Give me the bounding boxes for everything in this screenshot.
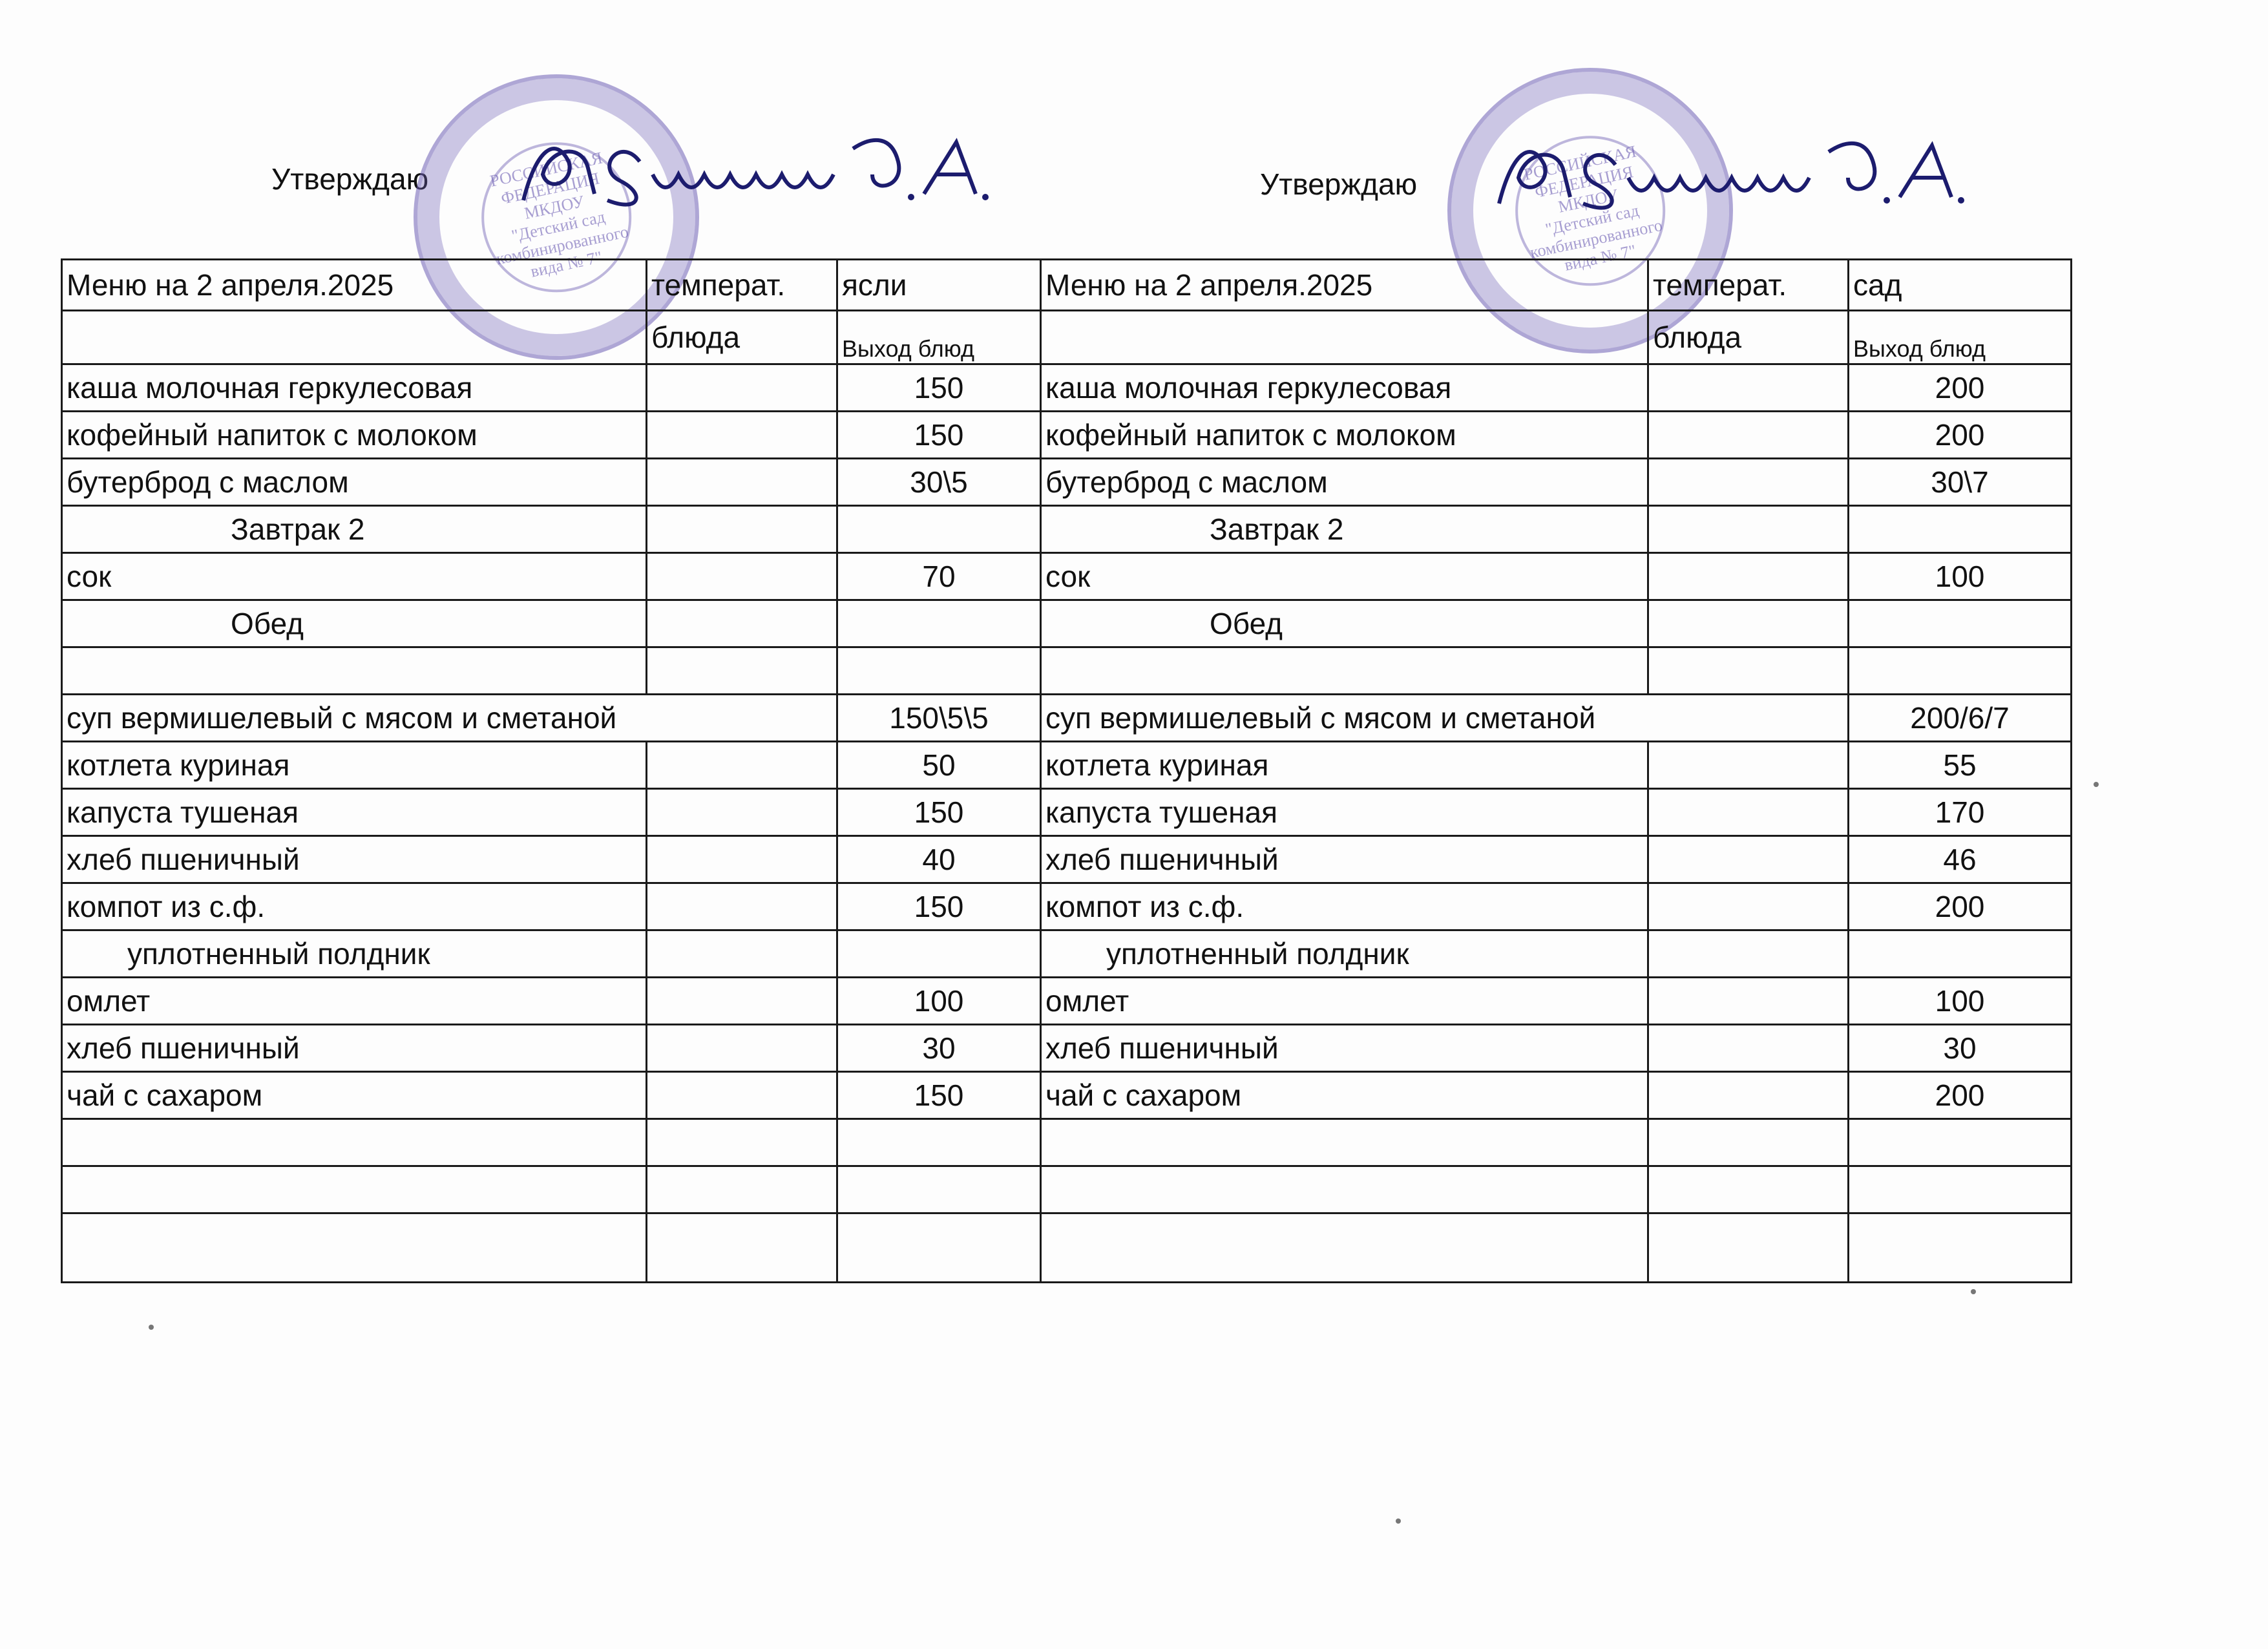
left-dish-name: омлет — [62, 978, 647, 1025]
right-dish-output: 55 — [1849, 742, 2072, 789]
right-temp-header: температ. — [1648, 260, 1849, 311]
right-dish-name — [1041, 647, 1648, 695]
right-title: Меню на 2 апреля.2025 — [1041, 260, 1648, 311]
menu-row — [62, 506, 2072, 553]
right-dish-temp — [1648, 600, 1849, 647]
menu-row — [62, 600, 2072, 647]
stamp-text-left: РОССИЙСКАЯ ФЕДЕРАЦИЯ МКДОУ "Детский сад комбинированного вида № 7" — [488, 148, 631, 281]
approval-label-left: Утверждаю — [271, 162, 429, 196]
left-dish-output: 100 — [837, 978, 1041, 1025]
left-dish-temp — [647, 459, 837, 506]
left-dish-temp — [647, 1166, 837, 1213]
left-dish-name: сок — [62, 553, 647, 600]
right-dish-output — [1849, 600, 2072, 647]
left-dish-output: 150 — [837, 789, 1041, 836]
left-dish-temp — [647, 1025, 837, 1072]
right-dish-name: каша молочная геркулесовая — [1041, 364, 1648, 412]
left-dish-name: уплотненный полдник — [62, 930, 647, 978]
menu-row — [62, 364, 2072, 412]
menu-row — [62, 789, 2072, 836]
right-dish-output — [1849, 647, 2072, 695]
right-dish-temp — [1648, 1213, 1849, 1283]
scan-speck — [1396, 1518, 1401, 1524]
menu-row — [62, 1166, 2072, 1213]
right-dish-output: 170 — [1849, 789, 2072, 836]
left-output-header: Выход блюд — [837, 311, 1041, 364]
right-dish-temp — [1648, 883, 1849, 930]
right-dish-name: бутерброд с маслом — [1041, 459, 1648, 506]
left-title: Меню на 2 апреля.2025 — [62, 260, 647, 311]
right-dish-temp — [1648, 412, 1849, 459]
menu-row — [62, 836, 2072, 883]
left-dish-output — [837, 1213, 1041, 1283]
right-dish-output: 100 — [1849, 978, 2072, 1025]
right-dish-temp — [1648, 742, 1849, 789]
left-dish-temp — [647, 1213, 837, 1283]
right-dish-name: капуста тушеная — [1041, 789, 1648, 836]
right-dish-name: хлеб пшеничный — [1041, 1025, 1648, 1072]
left-dish-temp — [647, 364, 837, 412]
right-dish-temp — [1648, 1072, 1849, 1119]
left-dish-name: капуста тушеная — [62, 789, 647, 836]
left-dish-output: 70 — [837, 553, 1041, 600]
right-dish-output: 46 — [1849, 836, 2072, 883]
right-dish-output — [1849, 506, 2072, 553]
right-dish-name — [1041, 1119, 1648, 1166]
header-row-2 — [62, 311, 2072, 364]
menu-row — [62, 647, 2072, 695]
left-dish-name: чай с сахаром — [62, 1072, 647, 1119]
right-dish-output: 30\7 — [1849, 459, 2072, 506]
left-dish-output — [837, 647, 1041, 695]
left-dish-output: 30\5 — [837, 459, 1041, 506]
left-dish-output: 40 — [837, 836, 1041, 883]
left-dish-output — [837, 506, 1041, 553]
left-dish-name: каша молочная геркулесовая — [62, 364, 647, 412]
right-dish-output: 200 — [1849, 412, 2072, 459]
right-dish-temp — [1648, 647, 1849, 695]
right-dish-output: 200 — [1849, 364, 2072, 412]
left-dish-output: 150 — [837, 883, 1041, 930]
menu-row — [62, 1119, 2072, 1166]
left-dish-name: хлеб пшеничный — [62, 836, 647, 883]
left-dish-output — [837, 600, 1041, 647]
right-dish-temp — [1648, 553, 1849, 600]
right-dish-name: уплотненный полдник — [1041, 930, 1648, 978]
right-dish-name: котлета куриная — [1041, 742, 1648, 789]
header-row-1 — [62, 260, 2072, 311]
left-dish-output — [837, 930, 1041, 978]
left-dish-name: бутерброд с маслом — [62, 459, 647, 506]
right-title-blank — [1041, 311, 1648, 364]
right-dish-name — [1041, 1166, 1648, 1213]
left-dish-temp — [647, 742, 837, 789]
left-dish-output: 150 — [837, 412, 1041, 459]
right-dish-temp — [1648, 506, 1849, 553]
menu-row — [62, 978, 2072, 1025]
left-dish-temp — [647, 647, 837, 695]
right-dish-temp — [1648, 978, 1849, 1025]
left-dish-name: хлеб пшеничный — [62, 1025, 647, 1072]
right-dish-output: 200 — [1849, 883, 2072, 930]
left-dish-temp — [647, 883, 837, 930]
right-dish-name: омлет — [1041, 978, 1648, 1025]
right-dish-output: 100 — [1849, 553, 2072, 600]
right-dish-temp — [1648, 1119, 1849, 1166]
left-dish-temp — [647, 506, 837, 553]
right-dish-temp — [1648, 789, 1849, 836]
left-temp-header-2: блюда — [647, 311, 837, 364]
left-dish-name: котлета куриная — [62, 742, 647, 789]
left-dish-name: Обед — [62, 600, 647, 647]
menu-row — [62, 459, 2072, 506]
left-dish-name — [62, 1213, 647, 1283]
left-dish-temp — [647, 553, 837, 600]
right-dish-output: 200/6/7 — [1849, 695, 2072, 742]
left-dish-name: Завтрак 2 — [62, 506, 647, 553]
menu-row — [62, 883, 2072, 930]
menu-row — [62, 742, 2072, 789]
right-dish-output — [1849, 1119, 2072, 1166]
left-dish-output: 150\5\5 — [837, 695, 1041, 742]
approval-label-right: Утверждаю — [1260, 167, 1418, 201]
left-temp-header: температ. — [647, 260, 837, 311]
right-dish-name: Обед — [1041, 600, 1648, 647]
menu-row — [62, 412, 2072, 459]
left-dish-temp — [647, 978, 837, 1025]
scan-speck — [1971, 1289, 1976, 1294]
left-title-blank — [62, 311, 647, 364]
right-output-header: Выход блюд — [1849, 311, 2072, 364]
left-dish-temp — [647, 412, 837, 459]
menu-row — [62, 1213, 2072, 1283]
left-dish-temp — [647, 1072, 837, 1119]
right-dish-output — [1849, 1166, 2072, 1213]
right-dish-temp — [1648, 1025, 1849, 1072]
right-dish-name: кофейный напиток с молоком — [1041, 412, 1648, 459]
menu-row — [62, 1025, 2072, 1072]
right-group-header: сад — [1849, 260, 2072, 311]
right-dish-output — [1849, 930, 2072, 978]
right-dish-temp — [1648, 459, 1849, 506]
right-dish-temp — [1648, 1166, 1849, 1213]
right-dish-temp — [1648, 364, 1849, 412]
left-dish-output: 150 — [837, 364, 1041, 412]
right-dish-output — [1849, 1213, 2072, 1283]
right-dish-temp — [1648, 836, 1849, 883]
right-dish-name: сок — [1041, 553, 1648, 600]
right-dish-name — [1041, 1213, 1648, 1283]
left-dish-name: суп вермишелевый с мясом и сметаной — [62, 695, 837, 742]
menu-row — [62, 1072, 2072, 1119]
left-dish-name: кофейный напиток с молоком — [62, 412, 647, 459]
left-dish-name — [62, 647, 647, 695]
right-dish-name: чай с сахаром — [1041, 1072, 1648, 1119]
left-dish-temp — [647, 930, 837, 978]
left-dish-name — [62, 1166, 647, 1213]
signature-left — [510, 123, 1027, 213]
left-dish-output: 30 — [837, 1025, 1041, 1072]
right-dish-output: 200 — [1849, 1072, 2072, 1119]
right-dish-name: компот из с.ф. — [1041, 883, 1648, 930]
right-dish-name: хлеб пшеничный — [1041, 836, 1648, 883]
left-dish-temp — [647, 600, 837, 647]
menu-row — [62, 553, 2072, 600]
right-dish-output: 30 — [1849, 1025, 2072, 1072]
signature-right — [1486, 126, 2003, 216]
left-dish-name: компот из с.ф. — [62, 883, 647, 930]
stamp-text-right: РОССИЙСКАЯ ФЕДЕРАЦИЯ МКДОУ "Детский сад комбинированного вида № 7" — [1522, 142, 1664, 275]
right-temp-header-2: блюда — [1648, 311, 1849, 364]
left-dish-temp — [647, 836, 837, 883]
left-dish-output — [837, 1119, 1041, 1166]
right-dish-temp — [1648, 930, 1849, 978]
left-dish-temp — [647, 1119, 837, 1166]
left-dish-output: 150 — [837, 1072, 1041, 1119]
scan-speck — [149, 1325, 154, 1330]
left-group-header: ясли — [837, 260, 1041, 311]
left-dish-temp — [647, 789, 837, 836]
menu-row — [62, 930, 2072, 978]
left-dish-output: 50 — [837, 742, 1041, 789]
right-dish-name: суп вермишелевый с мясом и сметаной — [1041, 695, 1849, 742]
menu-table — [61, 258, 2072, 1283]
left-dish-name — [62, 1119, 647, 1166]
left-dish-output — [837, 1166, 1041, 1213]
menu-row — [62, 695, 2072, 742]
scan-speck — [2094, 782, 2099, 787]
right-dish-name: Завтрак 2 — [1041, 506, 1648, 553]
